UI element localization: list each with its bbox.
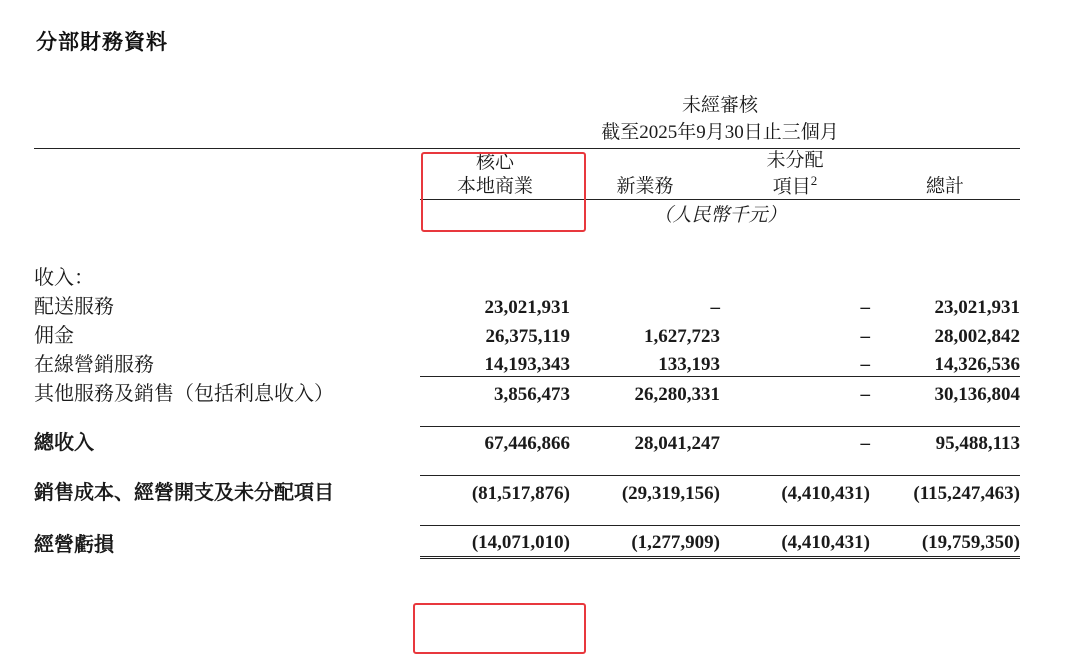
online-marketing-unallocated: – bbox=[860, 354, 870, 376]
row-label-total-revenue: 總收入 bbox=[34, 432, 94, 455]
other-services-unallocated: – bbox=[720, 377, 870, 406]
column-header-new-initiatives-line2: 新業務 bbox=[616, 176, 674, 198]
spacer bbox=[34, 227, 1020, 261]
column-header-core-local-line2: 本地商業 bbox=[456, 176, 533, 198]
other-services-total: 30,136,804 bbox=[870, 377, 1020, 406]
commission-total: 28,002,842 bbox=[934, 325, 1021, 347]
column-header-unallocated bbox=[720, 149, 870, 200]
revenue-section-header: 收入： bbox=[34, 266, 94, 289]
audit-status-row bbox=[34, 90, 1020, 117]
commission-core-local: 26,375,119 bbox=[485, 325, 570, 347]
spacer bbox=[34, 406, 1020, 427]
costs-new-initiatives: (29,319,156) bbox=[570, 476, 720, 505]
costs-total: (115,247,463) bbox=[870, 476, 1020, 505]
column-header-total bbox=[870, 149, 1020, 200]
delivery-total: 23,021,931 bbox=[934, 296, 1021, 318]
total-revenue-unallocated: – bbox=[720, 426, 870, 455]
table-row bbox=[34, 319, 1020, 348]
operating-loss-unallocated: (4,410,431) bbox=[720, 525, 870, 557]
online-marketing-core-local: 14,193,343 bbox=[484, 354, 570, 376]
column-header-total-line2: 總計 bbox=[926, 176, 965, 198]
costs-core-local: (81,517,876) bbox=[420, 476, 570, 505]
column-header-row bbox=[34, 149, 1020, 200]
other-services-core-local: 3,856,473 bbox=[420, 377, 570, 406]
delivery-core-local: 23,021,931 bbox=[484, 296, 570, 318]
row-label-online-marketing: 在線營銷服務 bbox=[34, 353, 154, 376]
period-label: 截至2025年9月30日止三個月 bbox=[601, 122, 839, 143]
column-header-blank bbox=[34, 149, 420, 200]
commission-unallocated: – bbox=[860, 325, 870, 347]
row-label-commission: 佣金 bbox=[34, 324, 74, 347]
operating-loss-new-initiatives: (1,277,909) bbox=[570, 525, 720, 557]
total-revenue-total: 95,488,113 bbox=[870, 426, 1020, 455]
spacer bbox=[34, 455, 1020, 476]
online-marketing-new-initiatives: 133,193 bbox=[658, 354, 720, 376]
delivery-unallocated: – bbox=[860, 296, 870, 318]
page-title: 分部財務資料 bbox=[36, 31, 168, 54]
other-services-new-initiatives: 26,280,331 bbox=[570, 377, 720, 406]
commission-new-initiatives: 1,627,723 bbox=[644, 325, 720, 347]
costs-unallocated: (4,410,431) bbox=[720, 476, 870, 505]
highlight-box-core-local-operating-loss bbox=[413, 603, 586, 654]
column-header-core-local bbox=[420, 149, 570, 200]
total-revenue-core-local: 67,446,866 bbox=[420, 426, 570, 455]
table-row bbox=[34, 377, 1020, 406]
table-row bbox=[34, 290, 1020, 319]
spacer bbox=[34, 505, 1020, 526]
total-revenue-new-initiatives: 28,041,247 bbox=[570, 426, 720, 455]
currency-note: （人民幣千元） bbox=[653, 204, 787, 226]
footnote-marker: 2 bbox=[810, 172, 818, 188]
column-header-unallocated-line2: 項目 bbox=[772, 176, 811, 198]
row-label-other-services: 其他服務及銷售（包括利息收入） bbox=[34, 382, 334, 405]
table-row bbox=[34, 348, 1020, 377]
costs-row bbox=[34, 476, 1020, 505]
operating-loss-row bbox=[34, 525, 1020, 557]
revenue-section-header-row bbox=[34, 261, 1020, 290]
segment-financial-table bbox=[34, 90, 1020, 559]
audit-status: 未經審核 bbox=[682, 95, 759, 116]
row-label-operating-loss: 經營虧損 bbox=[34, 534, 114, 557]
row-label-costs: 銷售成本、經營開支及未分配項目 bbox=[34, 481, 334, 504]
operating-loss-total: (19,759,350) bbox=[870, 525, 1020, 557]
delivery-new-initiatives: – bbox=[710, 296, 720, 318]
column-header-unallocated-line1: 未分配 bbox=[766, 150, 824, 171]
total-revenue-row bbox=[34, 426, 1020, 455]
column-header-core-local-line1: 核心 bbox=[475, 152, 514, 174]
currency-note-row bbox=[34, 199, 1020, 227]
column-header-new-initiatives bbox=[570, 149, 720, 200]
row-label-delivery: 配送服務 bbox=[34, 295, 114, 318]
online-marketing-total: 14,326,536 bbox=[934, 354, 1021, 376]
operating-loss-core-local: (14,071,010) bbox=[420, 525, 570, 557]
period-row bbox=[34, 117, 1020, 144]
